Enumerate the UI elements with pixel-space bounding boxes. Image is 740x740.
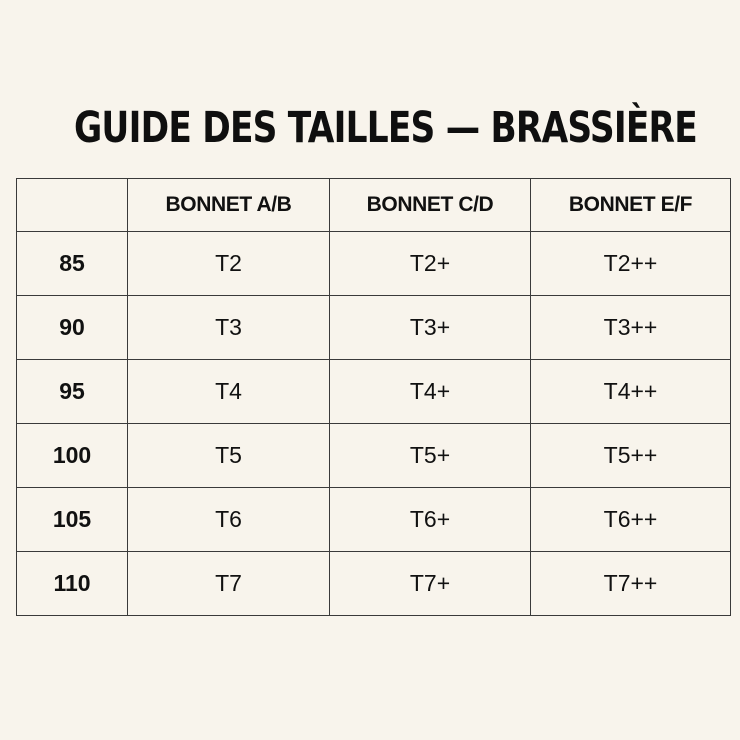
size-cell: T7++ <box>531 552 731 616</box>
size-cell: T6++ <box>531 488 731 552</box>
size-guide-table <box>16 178 731 616</box>
row-label-band-size: 95 <box>17 360 128 424</box>
column-header-cup-ab: BONNET A/B <box>128 179 330 232</box>
size-cell: T5 <box>128 424 330 488</box>
size-cell: T5++ <box>531 424 731 488</box>
size-cell: T2 <box>128 232 330 296</box>
size-cell: T2++ <box>531 232 731 296</box>
size-cell: T6 <box>128 488 330 552</box>
size-cell: T4++ <box>531 360 731 424</box>
table-row <box>17 232 731 296</box>
table-row <box>17 360 731 424</box>
size-cell: T4 <box>128 360 330 424</box>
size-cell: T3+ <box>330 296 531 360</box>
page-title: GUIDE DES TAILLES — BRASSIÈRE <box>74 103 697 153</box>
row-label-band-size: 90 <box>17 296 128 360</box>
row-label-band-size: 100 <box>17 424 128 488</box>
table-row <box>17 552 731 616</box>
row-label-band-size: 105 <box>17 488 128 552</box>
size-cell: T3 <box>128 296 330 360</box>
column-header-cup-ef: BONNET E/F <box>531 179 731 232</box>
table-row <box>17 424 731 488</box>
table-row <box>17 296 731 360</box>
column-header-cup-cd: BONNET C/D <box>330 179 531 232</box>
row-label-band-size: 85 <box>17 232 128 296</box>
size-cell: T7 <box>128 552 330 616</box>
size-cell: T6+ <box>330 488 531 552</box>
size-cell: T5+ <box>330 424 531 488</box>
size-cell: T4+ <box>330 360 531 424</box>
header-row <box>17 179 731 232</box>
corner-cell <box>17 179 128 232</box>
size-cell: T2+ <box>330 232 531 296</box>
row-label-band-size: 110 <box>17 552 128 616</box>
table-row <box>17 488 731 552</box>
size-cell: T3++ <box>531 296 731 360</box>
size-cell: T7+ <box>330 552 531 616</box>
